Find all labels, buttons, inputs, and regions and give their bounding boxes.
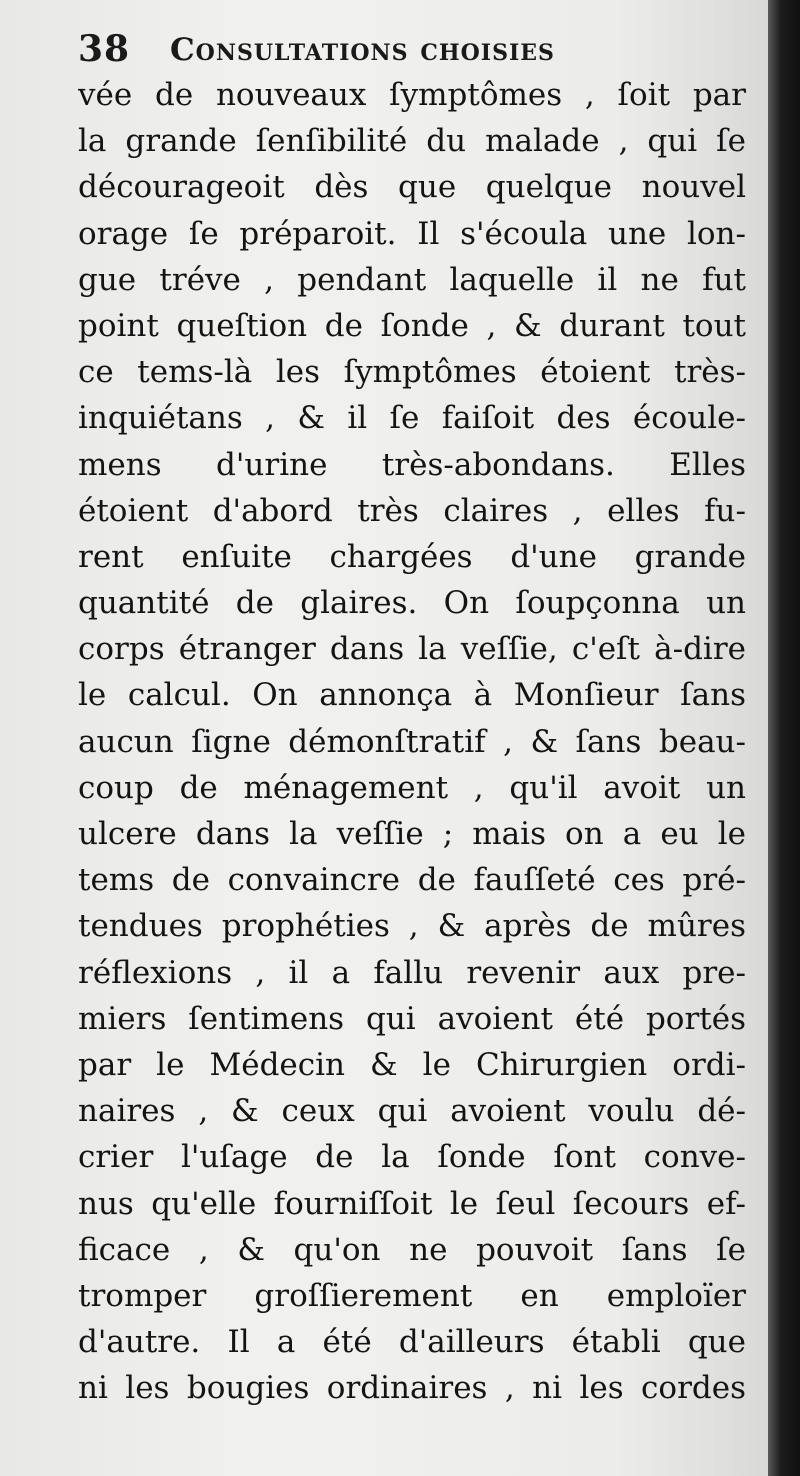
text-line: aucun ſigne démonſtratif , & ſans beau-	[78, 723, 746, 760]
text-line: gue tréve , pendant laquelle il ne fut	[78, 261, 746, 298]
text-line: étoient d'abord très claires , elles fu-	[78, 492, 746, 529]
page-number: 38	[78, 28, 131, 70]
text-line: coup de ménagement , qu'il avoit un	[78, 769, 746, 806]
text-line: crier l'uſage de la ſonde ſont conve-	[78, 1139, 746, 1176]
text-line: mens d'urine très-abondans. Elles	[78, 446, 746, 483]
text-line: vée de nouveaux ſymptômes , ſoit par	[78, 77, 746, 113]
text-line: réflexions , il a fallu revenir aux pre-	[78, 954, 746, 991]
text-line: miers ſentimens qui avoient été portés	[78, 1000, 746, 1037]
text-line: décourageoit dès que quelque nouvel	[78, 169, 746, 206]
text-line: le calcul. On annonça à Monſieur ſans	[78, 677, 746, 714]
text-line: tendues prophéties , & après de mûres	[78, 908, 746, 945]
text-line: quantité de glaires. On ſoupçonna un	[78, 585, 746, 622]
page-edge-shadow	[768, 0, 800, 1476]
text-line: naires , & ceux qui avoient voulu dé-	[78, 1093, 746, 1130]
text-line: la grande ſenſibilité du malade , qui ſe	[78, 123, 746, 160]
page-header	[78, 18, 758, 74]
text-line: rent enſuite chargées d'une grande	[78, 538, 746, 575]
text-line: nus qu'elle fourniſſoit le ſeul ſecours ef-	[78, 1185, 746, 1222]
running-title: Consultations choisies	[170, 32, 555, 68]
text-line: inquiétans , & il ſe faiſoit des écoule-	[78, 400, 746, 437]
text-line: ni les bougies ordinaires , ni les cordes	[78, 1370, 746, 1407]
text-line: ce tems-là les ſymptômes étoient très-	[78, 354, 746, 391]
text-line: tems de convaincre de fauſſeté ces pré-	[78, 862, 746, 899]
text-line: corps étranger dans la veſſie, c'eſt à-dire	[78, 631, 746, 668]
text-line: point queſtion de ſonde , & durant tout	[78, 307, 746, 344]
text-line: par le Médecin & le Chirurgien ordi-	[78, 1046, 746, 1083]
text-line: tromper groſſierement en emploïer	[78, 1277, 746, 1314]
text-line: ficace , & qu'on ne pouvoit ſans ſe	[78, 1231, 746, 1268]
body-text	[78, 72, 746, 1411]
text-line: orage ſe préparoit. Il s'écoula une lon-	[78, 215, 746, 252]
text-line: ulcere dans la veſſie ; mais on a eu le	[78, 816, 746, 852]
text-line: d'autre. Il a été d'ailleurs établi que	[78, 1324, 746, 1361]
